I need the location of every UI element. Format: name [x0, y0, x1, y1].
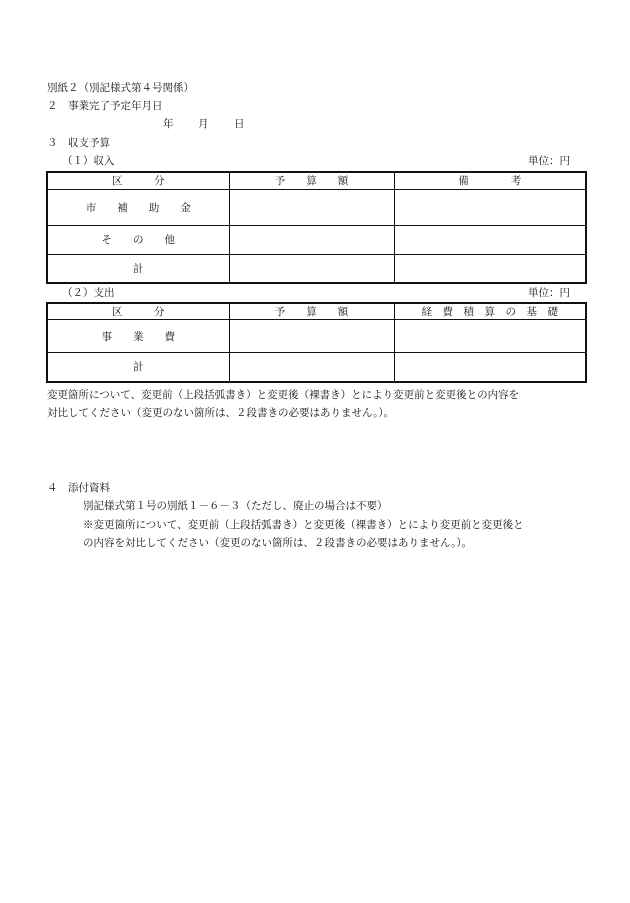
- attachment-line-3: の内容を対比してください（変更のない箇所は、２段書きの必要はありません。）。: [83, 537, 473, 549]
- income-remarks-cell[interactable]: [394, 225, 586, 254]
- expense-subtitle: （２）支出: [62, 287, 115, 299]
- income-header-category: 区 分: [47, 172, 229, 189]
- income-header-remarks: 備 考: [394, 172, 586, 189]
- expense-header-budget: 予 算 額: [229, 303, 394, 320]
- income-row-label: 市 補 助 金: [47, 189, 229, 225]
- income-remarks-cell[interactable]: [394, 254, 586, 283]
- income-budget-cell[interactable]: [229, 254, 394, 283]
- expense-unit: 単位：円: [528, 287, 570, 299]
- change-note-line-1: 変更箇所について、変更前（上段括弧書き）と変更後（裸書き）とにより変更前と変更後との内容を: [47, 389, 520, 401]
- income-remarks-cell[interactable]: [394, 189, 586, 225]
- change-note-line-2: 対比してください（変更のない箇所は、２段書きの必要はありません。）。: [47, 407, 395, 419]
- section-3-title: ３ 収支予算: [47, 137, 110, 149]
- expense-budget-cell[interactable]: [229, 353, 394, 382]
- income-total-label: 計: [47, 254, 229, 283]
- income-budget-cell[interactable]: [229, 189, 394, 225]
- expense-basis-cell[interactable]: [394, 320, 586, 353]
- section-4-title: ４ 添付資料: [47, 482, 110, 494]
- table-row: [47, 353, 586, 382]
- income-header-row: [47, 172, 586, 189]
- expense-header-category: 区 分: [47, 303, 229, 320]
- income-unit: 単位：円: [528, 155, 570, 167]
- expense-table: [46, 302, 587, 383]
- income-budget-cell[interactable]: [229, 225, 394, 254]
- income-table: [46, 171, 587, 284]
- date-month-label: 月: [198, 118, 209, 130]
- expense-header-basis: 経 費 積 算 の 基 礎: [394, 303, 586, 320]
- expense-budget-cell[interactable]: [229, 320, 394, 353]
- expense-total-label: 計: [47, 353, 229, 382]
- date-day-label: 日: [234, 118, 245, 130]
- expense-header-row: [47, 303, 586, 320]
- table-row: [47, 225, 586, 254]
- attachment-line-1: 別記様式第１号の別紙１－６－３（ただし、廃止の場合は不要）: [83, 500, 388, 512]
- table-row: [47, 254, 586, 283]
- income-header-budget: 予 算 額: [229, 172, 394, 189]
- income-row-label: そ の 他: [47, 225, 229, 254]
- expense-basis-cell[interactable]: [394, 353, 586, 382]
- attachment-line-2: ※変更箇所について、変更前（上段括弧書き）と変更後（裸書き）とにより変更前と変更後と: [83, 519, 524, 531]
- table-row: [47, 189, 586, 225]
- section-2-title: ２ 事業完了予定年月日: [47, 100, 163, 112]
- table-row: [47, 320, 586, 353]
- income-subtitle: （１）収入: [62, 155, 115, 167]
- date-year-label: 年: [163, 118, 174, 130]
- expense-row-label: 事 業 費: [47, 320, 229, 353]
- document-header: 別紙２（別記様式第４号関係）: [47, 82, 194, 94]
